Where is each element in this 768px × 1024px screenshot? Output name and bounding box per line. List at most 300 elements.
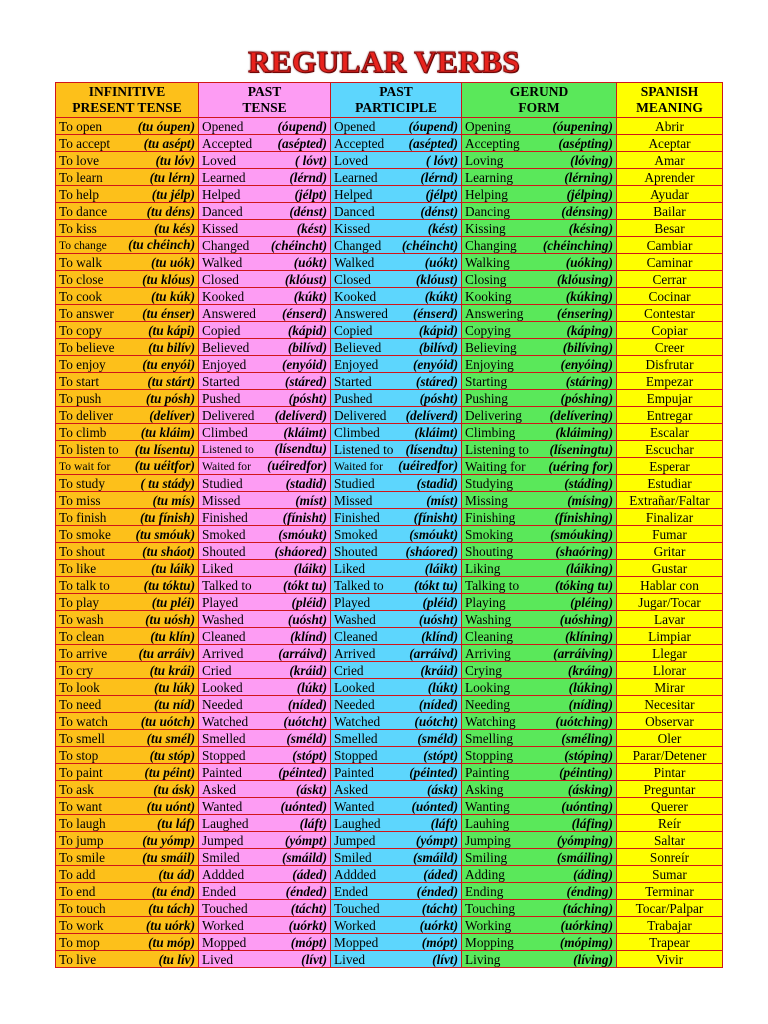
gerund-cell xyxy=(462,407,617,424)
infinitive-cell xyxy=(56,509,199,526)
past-tense-word: Mopped xyxy=(202,934,247,950)
gerund-word: Adding xyxy=(465,866,505,882)
gerund-word: Living xyxy=(465,951,501,967)
gerund-pronunciation: (stáding) xyxy=(564,475,613,491)
gerund-cell xyxy=(462,526,617,543)
past-participle-pronunciation: (yómpt) xyxy=(415,832,458,848)
infinitive-word: To cry xyxy=(59,662,94,678)
infinitive-pronunciation: (tu pósh) xyxy=(145,390,195,406)
past-tense-pronunciation: (míst) xyxy=(295,492,327,508)
past-tense-pronunciation: (kápid) xyxy=(287,322,327,338)
infinitive-cell xyxy=(56,441,199,458)
past-participle-pronunciation: (mópt) xyxy=(421,934,458,950)
past-participle-pronunciation: (tácht) xyxy=(421,900,458,916)
past-tense-cell xyxy=(199,849,331,866)
spanish-meaning-cell: Mirar xyxy=(617,679,723,696)
past-tense-pronunciation: (lérnd) xyxy=(289,169,327,185)
gerund-pronunciation: (stáring) xyxy=(565,373,613,389)
past-participle-word: Asked xyxy=(334,781,368,797)
gerund-word: Kissing xyxy=(465,220,506,236)
gerund-pronunciation: (níding) xyxy=(568,696,613,712)
past-participle-word: Waited for xyxy=(334,460,383,473)
past-tense-pronunciation: (lívt) xyxy=(301,951,327,967)
infinitive-word: To open xyxy=(59,118,103,134)
gerund-word: Copying xyxy=(465,322,511,338)
gerund-word: Walking xyxy=(465,254,510,270)
past-tense-pronunciation: (sméld) xyxy=(286,730,327,746)
gerund-word: Believing xyxy=(465,339,517,355)
infinitive-pronunciation: (tu jélp) xyxy=(151,186,195,202)
infinitive-pronunciation: (tu uórk) xyxy=(145,917,195,933)
past-participle-word: Cried xyxy=(334,662,364,678)
gerund-pronunciation: (uórking) xyxy=(560,917,613,933)
past-tense-pronunciation: (uótcht) xyxy=(283,713,327,729)
infinitive-pronunciation: (tu uók) xyxy=(151,254,195,270)
past-tense-cell xyxy=(199,509,331,526)
past-tense-pronunciation: (fínisht) xyxy=(282,509,327,525)
spanish-meaning-cell: Preguntar xyxy=(617,781,723,798)
past-tense-cell xyxy=(199,900,331,917)
past-tense-pronunciation: ( lóvt) xyxy=(294,152,327,168)
past-tense-word: Lived xyxy=(202,951,234,967)
infinitive-word: To close xyxy=(59,271,104,287)
infinitive-cell xyxy=(56,135,199,152)
past-participle-cell xyxy=(331,271,462,288)
past-tense-word: Washed xyxy=(202,611,244,627)
past-tense-word: Listened to xyxy=(202,443,254,456)
past-participle-word: Finished xyxy=(334,509,380,525)
past-participle-word: Opened xyxy=(334,118,376,134)
past-tense-cell xyxy=(199,390,331,407)
gerund-word: Changing xyxy=(465,237,517,253)
past-tense-cell xyxy=(199,934,331,951)
gerund-cell xyxy=(462,645,617,662)
gerund-pronunciation: (jélping) xyxy=(566,186,613,202)
spanish-meaning-cell: Cerrar xyxy=(617,271,723,288)
infinitive-cell xyxy=(56,356,199,373)
infinitive-cell xyxy=(56,339,199,356)
past-tense-cell xyxy=(199,917,331,934)
past-tense-cell xyxy=(199,407,331,424)
past-participle-word: Kooked xyxy=(334,288,377,304)
past-participle-cell xyxy=(331,526,462,543)
past-tense-word: Learned xyxy=(202,169,246,185)
gerund-cell xyxy=(462,951,617,968)
verb-row xyxy=(56,118,723,135)
infinitive-pronunciation: (tu kés) xyxy=(154,220,195,236)
past-participle-pronunciation: (uósht) xyxy=(418,611,458,627)
infinitive-pronunciation: (tu klín) xyxy=(150,628,195,644)
spanish-meaning-cell: Disfrutar xyxy=(617,356,723,373)
past-tense-word: Waited for xyxy=(202,460,251,473)
past-participle-word: Believed xyxy=(334,339,382,355)
past-participle-cell xyxy=(331,118,462,135)
past-participle-pronunciation: (dénst) xyxy=(420,203,458,219)
past-participle-cell xyxy=(331,169,462,186)
verb-row xyxy=(56,288,723,305)
verb-row xyxy=(56,883,723,900)
past-tense-word: Painted xyxy=(202,764,242,780)
spanish-meaning-cell: Besar xyxy=(617,220,723,237)
past-participle-word: Laughed xyxy=(334,815,381,831)
gerund-pronunciation: (stóping) xyxy=(564,747,613,763)
past-participle-word: Learned xyxy=(334,169,378,185)
infinitive-cell xyxy=(56,152,199,169)
gerund-cell xyxy=(462,900,617,917)
past-participle-cell xyxy=(331,679,462,696)
verb-row xyxy=(56,543,723,560)
past-tense-cell xyxy=(199,135,331,152)
infinitive-word: To need xyxy=(59,696,102,712)
past-tense-cell xyxy=(199,271,331,288)
past-tense-word: Loved xyxy=(202,152,236,168)
gerund-pronunciation: (shaóring) xyxy=(555,543,613,559)
header-line: PAST xyxy=(247,84,282,99)
verb-row xyxy=(56,390,723,407)
gerund-word: Smiling xyxy=(465,849,508,865)
infinitive-word: To live xyxy=(59,951,97,967)
past-tense-word: Smiled xyxy=(202,849,240,865)
gerund-cell xyxy=(462,730,617,747)
infinitive-pronunciation: ( tu stády) xyxy=(140,475,195,491)
past-participle-word: Closed xyxy=(334,271,371,287)
spanish-meaning-cell: Tocar/Palpar xyxy=(617,900,723,917)
past-tense-pronunciation: (mópt) xyxy=(290,934,327,950)
infinitive-pronunciation: (tu uótch) xyxy=(140,713,195,729)
past-participle-word: Studied xyxy=(334,475,375,491)
gerund-pronunciation: (ásking) xyxy=(567,781,613,797)
past-tense-cell xyxy=(199,560,331,577)
spanish-meaning-cell: Saltar xyxy=(617,832,723,849)
past-tense-word: Accepted xyxy=(202,135,253,151)
infinitive-word: To copy xyxy=(59,322,103,338)
past-tense-cell xyxy=(199,815,331,832)
verb-row xyxy=(56,492,723,509)
infinitive-pronunciation: (tu lúk) xyxy=(153,679,195,695)
infinitive-cell xyxy=(56,492,199,509)
verb-rows xyxy=(56,118,723,968)
past-tense-word: Climbed xyxy=(202,424,248,440)
infinitive-pronunciation: (tu bilív) xyxy=(148,339,195,355)
infinitive-word: To stop xyxy=(59,747,99,763)
infinitive-cell xyxy=(56,577,199,594)
gerund-cell xyxy=(462,560,617,577)
past-tense-word: Smoked xyxy=(202,526,246,542)
past-tense-pronunciation: (chéincht) xyxy=(270,237,327,253)
gerund-cell xyxy=(462,781,617,798)
verb-row xyxy=(56,866,723,883)
page-title: REGULAR VERBS xyxy=(247,44,521,79)
gerund-cell xyxy=(462,305,617,322)
verb-row xyxy=(56,900,723,917)
gerund-word: Jumping xyxy=(465,832,511,848)
past-tense-cell xyxy=(199,883,331,900)
spanish-meaning-cell: Estudiar xyxy=(617,475,723,492)
past-participle-pronunciation: (kláimt) xyxy=(414,424,458,440)
verb-row xyxy=(56,815,723,832)
infinitive-cell xyxy=(56,305,199,322)
past-tense-cell xyxy=(199,220,331,237)
infinitive-word: To kiss xyxy=(59,220,97,236)
infinitive-pronunciation: (tu uósh) xyxy=(145,611,195,627)
past-participle-cell xyxy=(331,339,462,356)
infinitive-pronunciation: (tu énser) xyxy=(142,305,195,321)
past-tense-pronunciation: (níded) xyxy=(287,696,327,712)
verb-row xyxy=(56,152,723,169)
spanish-meaning-cell: Pintar xyxy=(617,764,723,781)
gerund-pronunciation: (káping) xyxy=(566,322,613,338)
gerund-cell xyxy=(462,390,617,407)
past-tense-pronunciation: (láikt) xyxy=(293,560,327,576)
gerund-word: Helping xyxy=(465,186,508,202)
spanish-meaning-cell: Jugar/Tocar xyxy=(617,594,723,611)
past-participle-pronunciation: (delíverd) xyxy=(405,407,458,423)
spanish-meaning-cell: Aprender xyxy=(617,169,723,186)
past-tense-pronunciation: (yómpt) xyxy=(284,832,327,848)
past-participle-cell xyxy=(331,934,462,951)
infinitive-cell xyxy=(56,560,199,577)
past-tense-pronunciation: (jélpt) xyxy=(294,186,327,202)
past-participle-cell xyxy=(331,696,462,713)
verb-row xyxy=(56,509,723,526)
past-tense-word: Believed xyxy=(202,339,250,355)
past-tense-cell xyxy=(199,764,331,781)
verb-row xyxy=(56,254,723,271)
past-tense-cell xyxy=(199,424,331,441)
past-tense-word: Cried xyxy=(202,662,232,678)
infinitive-pronunciation: (tu móp) xyxy=(148,934,195,950)
past-tense-word: Changed xyxy=(202,237,250,253)
header-line: GERUND xyxy=(509,84,569,99)
infinitive-cell xyxy=(56,883,199,900)
infinitive-cell xyxy=(56,407,199,424)
past-tense-cell xyxy=(199,458,331,475)
infinitive-word: To look xyxy=(59,679,100,695)
spanish-meaning-cell: Lavar xyxy=(617,611,723,628)
past-participle-word: Shouted xyxy=(334,543,378,559)
spanish-meaning-cell: Gustar xyxy=(617,560,723,577)
gerund-word: Waiting for xyxy=(465,458,526,474)
gerund-cell xyxy=(462,441,617,458)
past-participle-cell xyxy=(331,662,462,679)
infinitive-word: To miss xyxy=(59,492,101,508)
verb-row xyxy=(56,475,723,492)
infinitive-pronunciation: (tu énd) xyxy=(151,883,195,899)
past-tense-pronunciation: (klínd) xyxy=(290,628,327,644)
past-tense-word: Shouted xyxy=(202,543,246,559)
gerund-word: Smelling xyxy=(465,730,514,746)
gerund-cell xyxy=(462,747,617,764)
verb-row xyxy=(56,373,723,390)
past-participle-cell xyxy=(331,475,462,492)
verb-row xyxy=(56,781,723,798)
infinitive-pronunciation: (tu kápi) xyxy=(148,322,195,338)
past-participle-pronunciation: (smóukt) xyxy=(409,526,458,542)
past-tense-cell xyxy=(199,237,331,254)
header-line: SPANISH xyxy=(640,84,699,99)
infinitive-cell xyxy=(56,917,199,934)
infinitive-cell xyxy=(56,203,199,220)
past-tense-pronunciation: (kúkt) xyxy=(293,288,327,304)
gerund-pronunciation: (uóking) xyxy=(565,254,613,270)
verb-row xyxy=(56,203,723,220)
gerund-cell xyxy=(462,611,617,628)
verb-row xyxy=(56,560,723,577)
verb-row xyxy=(56,934,723,951)
spanish-meaning-cell: Caminar xyxy=(617,254,723,271)
infinitive-cell xyxy=(56,373,199,390)
header-past-tense xyxy=(199,83,331,118)
past-participle-pronunciation: (kúkt) xyxy=(424,288,458,304)
past-participle-pronunciation: (áskt) xyxy=(426,781,458,797)
past-participle-pronunciation: (péinted) xyxy=(409,764,458,780)
gerund-word: Lauhing xyxy=(465,815,510,831)
infinitive-word: To paint xyxy=(59,764,103,780)
gerund-word: Smoking xyxy=(465,526,514,542)
header-line: PAST xyxy=(379,84,413,99)
infinitive-word: To accept xyxy=(59,135,111,151)
gerund-cell xyxy=(462,934,617,951)
past-tense-cell xyxy=(199,713,331,730)
spanish-meaning-cell: Oler xyxy=(617,730,723,747)
past-participle-pronunciation: (uótcht) xyxy=(414,713,458,729)
past-tense-cell xyxy=(199,645,331,662)
past-tense-pronunciation: (asépted) xyxy=(277,135,327,151)
infinitive-cell xyxy=(56,679,199,696)
infinitive-word: To study xyxy=(59,475,105,491)
gerund-word: Loving xyxy=(465,152,504,168)
past-participle-pronunciation: (arráivd) xyxy=(409,645,458,661)
gerund-pronunciation: (óupening) xyxy=(552,118,613,134)
past-participle-cell xyxy=(331,203,462,220)
verb-row xyxy=(56,305,723,322)
infinitive-pronunciation: (tu arráiv) xyxy=(138,645,195,661)
past-participle-pronunciation: (klínd) xyxy=(421,628,458,644)
verb-row xyxy=(56,951,723,968)
past-tense-pronunciation: (enyóid) xyxy=(281,356,327,372)
past-tense-pronunciation: (uókt) xyxy=(293,254,327,270)
gerund-word: Studying xyxy=(465,475,514,491)
past-tense-word: Played xyxy=(202,594,239,610)
gerund-pronunciation: (táching) xyxy=(562,900,613,916)
gerund-pronunciation: (uóshing) xyxy=(559,611,613,627)
past-tense-word: Addded xyxy=(202,866,245,882)
spanish-meaning-cell: Esperar xyxy=(617,458,723,475)
past-tense-cell xyxy=(199,594,331,611)
verb-row xyxy=(56,169,723,186)
spanish-meaning-cell: Contestar xyxy=(617,305,723,322)
gerund-word: Stopping xyxy=(465,747,514,763)
gerund-word: Arriving xyxy=(465,645,511,661)
infinitive-word: To work xyxy=(59,917,104,933)
gerund-cell xyxy=(462,849,617,866)
gerund-word: Crying xyxy=(465,662,502,678)
spanish-meaning-cell: Cocinar xyxy=(617,288,723,305)
past-participle-cell xyxy=(331,560,462,577)
verb-row xyxy=(56,832,723,849)
infinitive-cell xyxy=(56,237,199,254)
gerund-word: Asking xyxy=(465,781,504,797)
past-tense-pronunciation: (smáild) xyxy=(281,849,327,865)
past-tense-cell xyxy=(199,492,331,509)
gerund-pronunciation: (sméling) xyxy=(561,730,613,746)
past-tense-cell xyxy=(199,169,331,186)
spanish-meaning-cell: Amar xyxy=(617,152,723,169)
spanish-meaning-cell: Finalizar xyxy=(617,509,723,526)
infinitive-word: To clean xyxy=(59,628,105,644)
header-line: TENSE xyxy=(242,100,287,115)
past-participle-word: Changed xyxy=(334,237,382,253)
verb-row xyxy=(56,220,723,237)
verb-row xyxy=(56,611,723,628)
gerund-pronunciation: (chéinching) xyxy=(542,237,613,253)
infinitive-word: To push xyxy=(59,390,102,406)
past-tense-pronunciation: (smóukt) xyxy=(278,526,327,542)
past-tense-cell xyxy=(199,322,331,339)
past-tense-pronunciation: (stópt) xyxy=(292,747,327,763)
spanish-meaning-cell: Empujar xyxy=(617,390,723,407)
infinitive-pronunciation: (tu stóp) xyxy=(149,747,195,763)
past-participle-word: Started xyxy=(334,373,372,389)
infinitive-pronunciation: (tu pléi) xyxy=(151,594,195,610)
infinitive-cell xyxy=(56,288,199,305)
infinitive-pronunciation: (tu enyói) xyxy=(142,356,195,372)
gerund-cell xyxy=(462,679,617,696)
verb-row xyxy=(56,441,723,458)
gerund-pronunciation: (énding) xyxy=(566,883,613,899)
past-tense-cell xyxy=(199,951,331,968)
past-tense-cell xyxy=(199,832,331,849)
gerund-pronunciation: (uótching) xyxy=(555,713,613,729)
infinitive-word: To want xyxy=(59,798,103,814)
past-tense-cell xyxy=(199,628,331,645)
past-tense-cell xyxy=(199,543,331,560)
verb-row xyxy=(56,237,723,254)
past-participle-cell xyxy=(331,288,462,305)
past-tense-pronunciation: (klóust) xyxy=(284,271,327,287)
gerund-word: Working xyxy=(465,917,512,933)
header-line: FORM xyxy=(518,100,560,115)
infinitive-word: To wait for xyxy=(59,460,111,473)
past-participle-cell xyxy=(331,645,462,662)
infinitive-cell xyxy=(56,254,199,271)
gerund-pronunciation: (lóving) xyxy=(570,152,613,168)
past-participle-word: Played xyxy=(334,594,371,610)
past-participle-pronunciation: (asépted) xyxy=(408,135,458,151)
infinitive-pronunciation: (tu uónt) xyxy=(146,798,195,814)
infinitive-word: To climb xyxy=(59,424,107,440)
infinitive-cell xyxy=(56,645,199,662)
past-participle-cell xyxy=(331,832,462,849)
spanish-meaning-cell: Llorar xyxy=(617,662,723,679)
gerund-word: Ending xyxy=(465,883,504,899)
gerund-cell xyxy=(462,203,617,220)
past-tense-cell xyxy=(199,866,331,883)
past-participle-pronunciation: (níded) xyxy=(418,696,458,712)
past-participle-pronunciation: (bilívd) xyxy=(418,339,458,355)
infinitive-pronunciation: (tu smáil) xyxy=(142,849,195,865)
infinitive-pronunciation: (tu smóuk) xyxy=(135,526,195,542)
past-tense-word: Opened xyxy=(202,118,244,134)
gerund-word: Opening xyxy=(465,118,511,134)
gerund-word: Wanting xyxy=(465,798,510,814)
past-participle-pronunciation: (uókt) xyxy=(424,254,458,270)
past-participle-cell xyxy=(331,492,462,509)
infinitive-word: To ask xyxy=(59,781,94,797)
past-participle-cell xyxy=(331,951,462,968)
past-tense-pronunciation: (énserd) xyxy=(281,305,327,321)
gerund-pronunciation: (fínishing) xyxy=(554,509,613,525)
